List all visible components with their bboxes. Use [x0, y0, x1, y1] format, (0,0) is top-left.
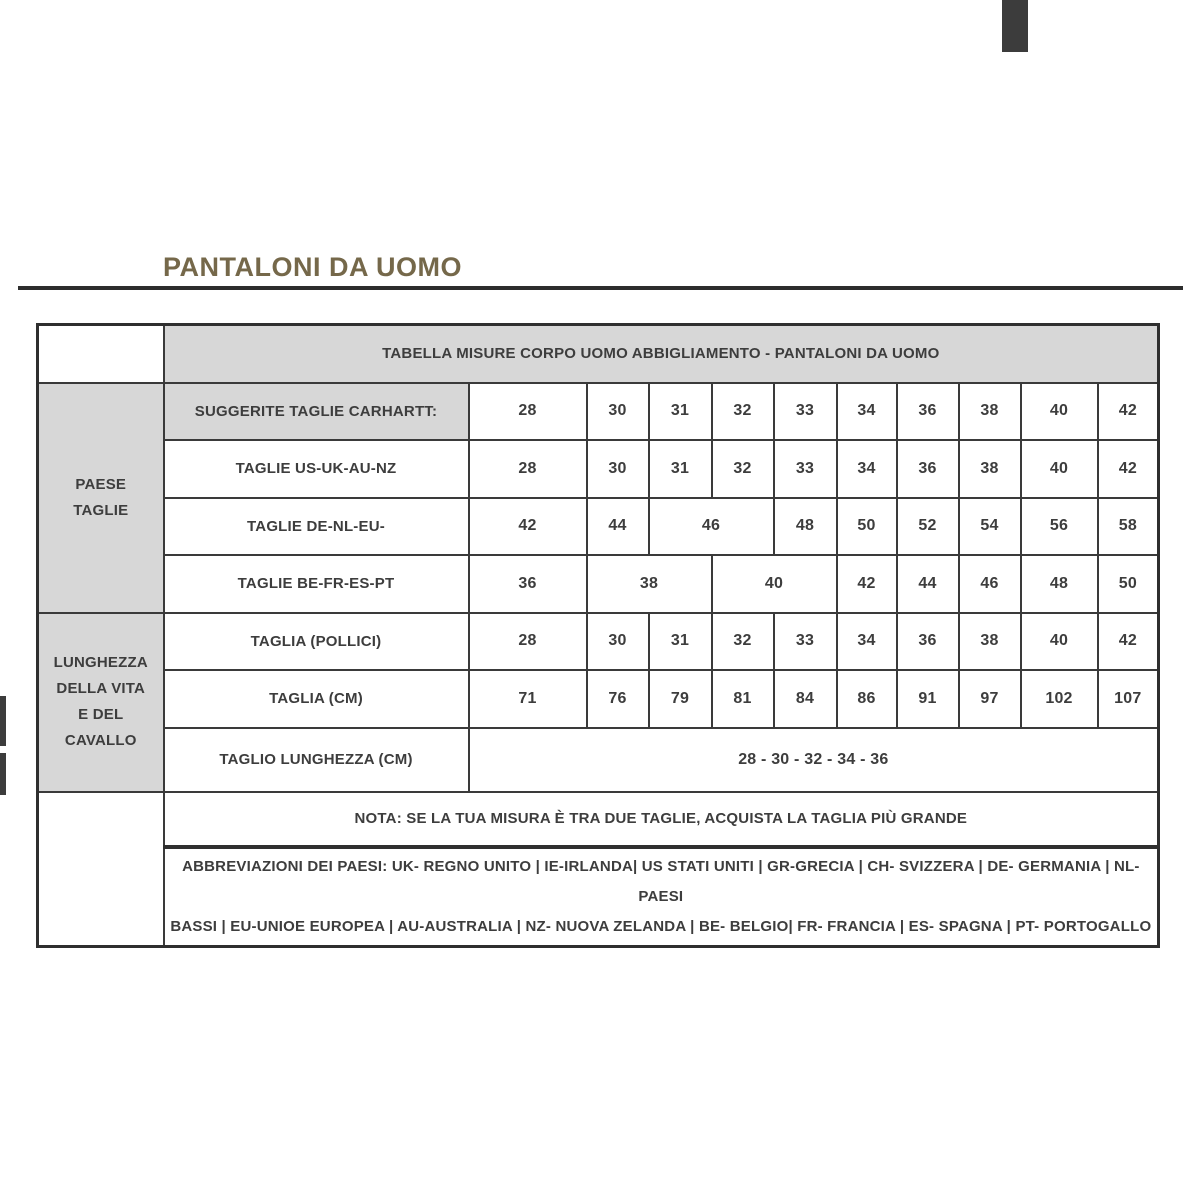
size-cell: 44: [587, 498, 649, 555]
group-label-line: PAESE: [75, 475, 127, 493]
size-cell: 28: [469, 440, 587, 498]
scan-artifact-left-lower: [0, 753, 6, 795]
table-row-abbreviazioni: [38, 847, 1159, 947]
size-cell: 44: [897, 555, 959, 613]
size-cell: 42: [1098, 440, 1159, 498]
size-cell: 36: [897, 440, 959, 498]
size-cell: 107: [1098, 670, 1159, 728]
size-cell: 42: [1098, 613, 1159, 670]
size-cell: 42: [469, 498, 587, 555]
size-cell: 91: [897, 670, 959, 728]
size-cell: 30: [587, 440, 649, 498]
size-cell: 102: [1021, 670, 1098, 728]
size-chart-table: [36, 323, 1160, 948]
nota-cell: NOTA: SE LA TUA MISURA È TRA DUE TAGLIE, ACQUISTA LA TAGLIA PIÙ GRANDE: [164, 792, 1159, 847]
size-cell: 33: [774, 613, 837, 670]
table-row: [38, 440, 1159, 498]
row-label-taglio-lunghezza: TAGLIO LUNGHEZZA (CM): [164, 728, 469, 792]
length-options-cell: 28 - 30 - 32 - 34 - 36: [469, 728, 1159, 792]
group-label-paese-taglie: [38, 383, 164, 613]
table-row: [38, 670, 1159, 728]
corner-empty-cell: [38, 325, 164, 383]
size-cell-merged: 46: [649, 498, 774, 555]
size-cell: 34: [837, 613, 897, 670]
row-label-taglia-cm: TAGLIA (CM): [164, 670, 469, 728]
table-row: [38, 728, 1159, 792]
size-cell-merged: 40: [712, 555, 837, 613]
size-cell: 28: [469, 613, 587, 670]
title-divider-rule: [18, 286, 1183, 290]
size-cell: 28: [469, 383, 587, 440]
size-cell: 31: [649, 383, 712, 440]
size-cell: 36: [897, 383, 959, 440]
size-cell: 30: [587, 383, 649, 440]
size-cell: 52: [897, 498, 959, 555]
table-row-nota: [38, 792, 1159, 847]
size-cell: 46: [959, 555, 1021, 613]
size-cell: 31: [649, 613, 712, 670]
table-row: [38, 555, 1159, 613]
size-cell: 40: [1021, 383, 1098, 440]
group-label-line: TAGLIE: [73, 501, 129, 519]
size-cell: 48: [774, 498, 837, 555]
abbreviations-cell: [164, 847, 1159, 947]
size-cell: 33: [774, 440, 837, 498]
table-title-cell: TABELLA MISURE CORPO UOMO ABBIGLIAMENTO - PANTALONI DA UOMO: [164, 325, 1159, 383]
size-cell: 31: [649, 440, 712, 498]
table-row: [38, 613, 1159, 670]
size-cell: 32: [712, 613, 774, 670]
table-row: [38, 498, 1159, 555]
row-label-be-fr-es-pt: TAGLIE BE-FR-ES-PT: [164, 555, 469, 613]
row-label-us-uk-au-nz: TAGLIE US-UK-AU-NZ: [164, 440, 469, 498]
size-cell: 58: [1098, 498, 1159, 555]
size-cell: 40: [1021, 613, 1098, 670]
size-cell: 56: [1021, 498, 1098, 555]
size-cell: 32: [712, 383, 774, 440]
scan-artifact-top-right: [1002, 0, 1028, 52]
size-cell: 48: [1021, 555, 1098, 613]
size-cell: 84: [774, 670, 837, 728]
size-cell: 36: [469, 555, 587, 613]
group-label-line: DELLA VITA: [56, 680, 146, 697]
size-cell: 54: [959, 498, 1021, 555]
size-cell: 86: [837, 670, 897, 728]
size-cell: 38: [959, 383, 1021, 440]
size-cell-merged: 38: [587, 555, 712, 613]
size-cell: 38: [959, 440, 1021, 498]
table-row: [38, 383, 1159, 440]
abbreviations-line-1: ABBREVIAZIONI DEI PAESI: UK- REGNO UNITO | IE-IRLANDA| US STATI UNITI | GR-GRECIA | CH- SVIZZERA | DE- GERMANIA | NL- PAESI: [182, 857, 1140, 905]
size-cell: 50: [1098, 555, 1159, 613]
group-label-line: E DEL: [78, 706, 124, 723]
row-label-taglia-pollici: TAGLIA (POLLICI): [164, 613, 469, 670]
size-cell: 30: [587, 613, 649, 670]
table-row: [38, 325, 1159, 383]
size-cell: 36: [897, 613, 959, 670]
size-cell: 32: [712, 440, 774, 498]
bottom-left-empty-cell: [38, 792, 164, 947]
row-label-suggerite: SUGGERITE TAGLIE CARHARTT:: [164, 383, 469, 440]
size-cell: 38: [959, 613, 1021, 670]
size-cell: 97: [959, 670, 1021, 728]
size-cell: 76: [587, 670, 649, 728]
size-cell: 71: [469, 670, 587, 728]
size-cell: 42: [1098, 383, 1159, 440]
group-label-lunghezza: [38, 613, 164, 792]
scan-artifact-left-upper: [0, 696, 6, 746]
group-label-line: LUNGHEZZA: [53, 654, 148, 671]
row-label-de-nl-eu: TAGLIE DE-NL-EU-: [164, 498, 469, 555]
size-cell: 81: [712, 670, 774, 728]
group-label-line: CAVALLO: [64, 732, 137, 749]
abbreviations-line-2: BASSI | EU-UNIOE EUROPEA | AU-AUSTRALIA | NZ- NUOVA ZELANDA | BE- BELGIO| FR- FRANCIA | ES- SPAGNA | PT- PORTOGALLO: [170, 917, 1152, 935]
size-cell: 42: [837, 555, 897, 613]
size-cell: 33: [774, 383, 837, 440]
size-cell: 40: [1021, 440, 1098, 498]
size-cell: 34: [837, 383, 897, 440]
size-cell: 34: [837, 440, 897, 498]
size-cell: 79: [649, 670, 712, 728]
page-title: PANTALONI DA UOMO: [163, 252, 462, 282]
size-cell: 50: [837, 498, 897, 555]
